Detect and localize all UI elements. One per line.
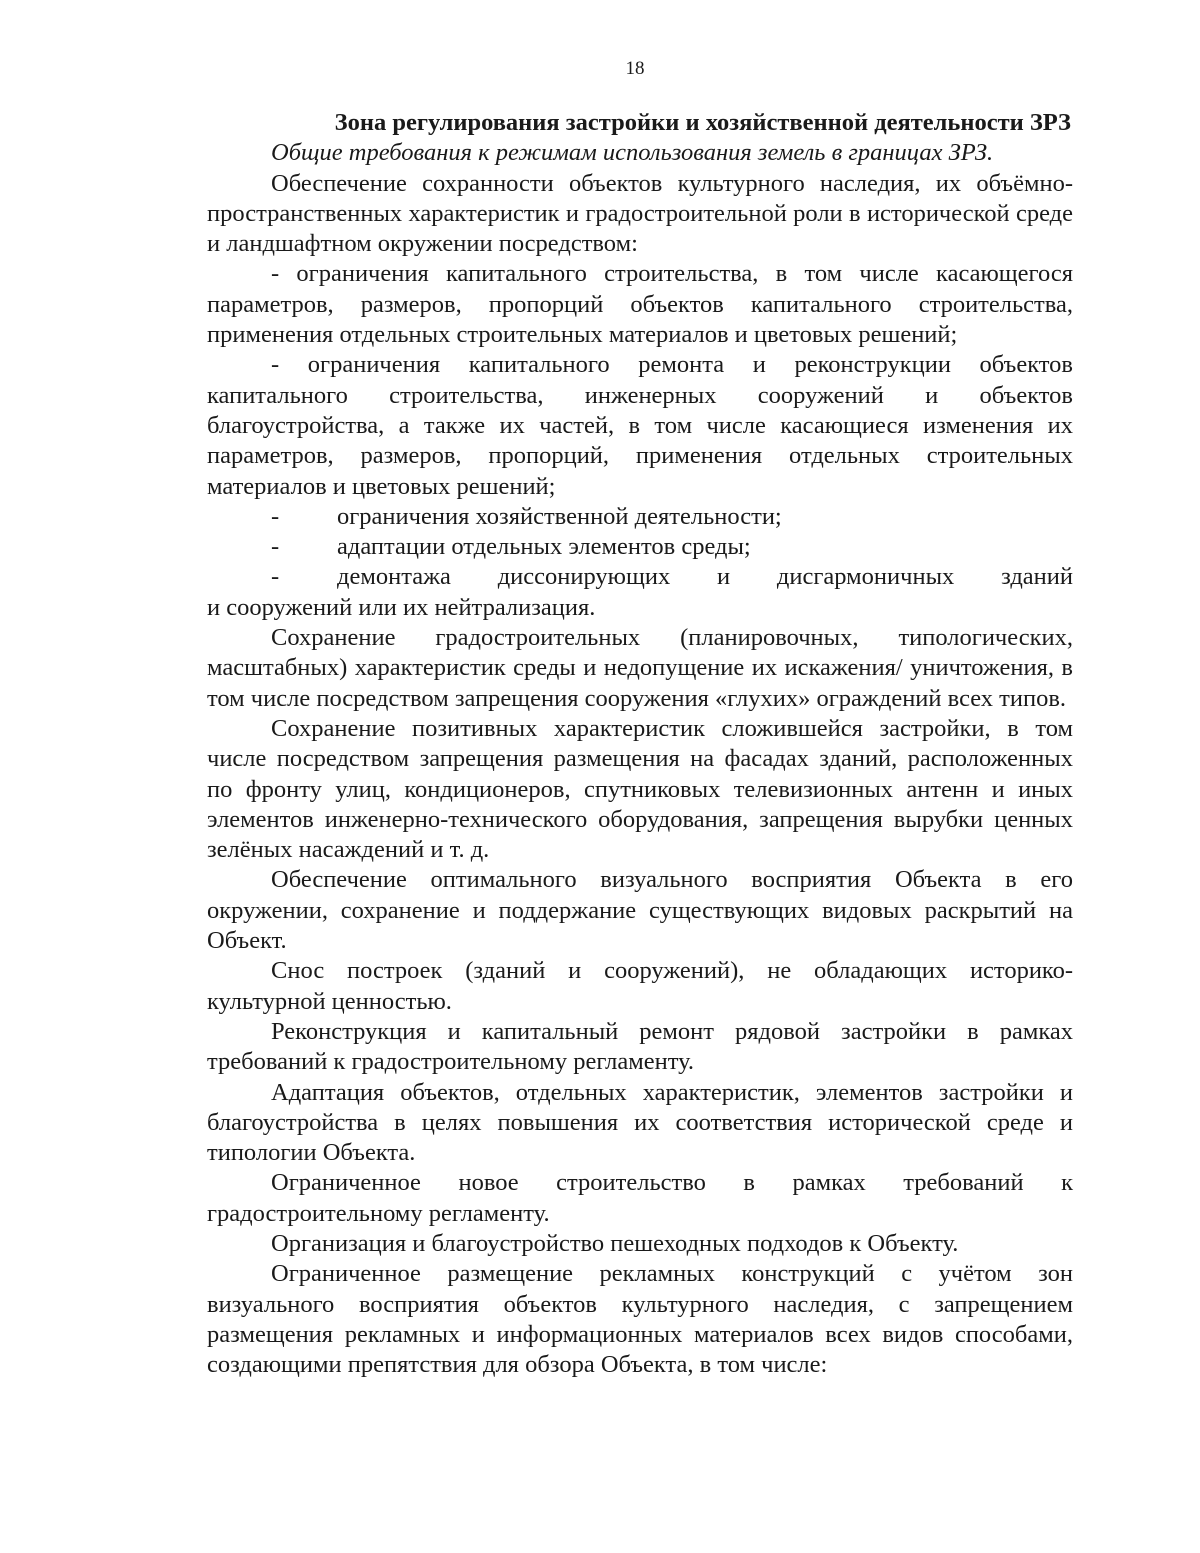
paragraph-new-construction: Ограниченное новое строительство в рамках требований к градостроительному регламенту.: [207, 1169, 1073, 1227]
list-item-dismantling: [207, 562, 1073, 592]
paragraph-pedestrian-approaches: Организация и благоустройство пешеходных подходов к Объекту.: [271, 1229, 959, 1257]
paragraph-reconstruction: Реконструкция и капитальный ремонт рядовой застройки в рамках требований к градостроительному регламенту.: [207, 1017, 1073, 1076]
paragraph-urban-characteristics: Сохранение градостроительных (планировочных, типологических, масштабных) характеристик среды и недопущение их искажения/ уничтожения, в том числе посредством запрещения сооружения «глухих» ограждений всех типов.: [207, 624, 1073, 712]
section-heading: Зона регулирования застройки и хозяйственной деятельности ЗРЗ: [334, 109, 1071, 136]
paragraph-adaptation: Адаптация объектов, отдельных характеристик, элементов застройки и благоустройства в целях повышения их соответствия исторической среде и типологии Объекта.: [207, 1078, 1073, 1167]
paragraph-capital-repair-limits: - ограничения капитального ремонта и реконструкции объектов капитального строительства, инженерных сооружений и объектов благоустройства, а также их частей, в том числе касающиеся изменения их параметров, размеров, пропорций, применения отдельных строительных материалов и цветовых решений;: [207, 351, 1073, 500]
paragraph-positive-characteristics: Сохранение позитивных характеристик сложившейся застройки, в том числе посредством запрещения размещения на фасадах зданий, расположенных по фронту улиц, кондиционеров, спутниковых телевизионных антенн и иных элементов инженерно-технического оборудования, запрещения вырубки ценных зелёных насаждений и т. д.: [207, 714, 1073, 864]
list-item-economic-activity: [207, 502, 1073, 532]
list-item-text: адаптации отдельных элементов среды;: [337, 533, 751, 561]
document-body: [207, 108, 1073, 1380]
list-item-dismantling-continuation: и сооружений или их нейтрализация.: [207, 593, 596, 621]
list-item-environment-adaptation: [207, 532, 1073, 562]
list-item-text: демонтажа диссонирующих и дисгармоничных зданий: [337, 563, 1073, 591]
dash-marker: -: [271, 563, 280, 591]
paragraph-visual-perception: Обеспечение оптимального визуального восприятия Объекта в его окружении, сохранение и поддержание существующих видовых раскрытий на Объект.: [207, 866, 1073, 955]
paragraph-preservation-objects: Обеспечение сохранности объектов культурного наследия, их объёмно-пространственных характеристик и градостроительной роли в исторической среде и ландшафтном окружении посредством:: [207, 169, 1073, 258]
dash-marker: -: [271, 502, 280, 530]
paragraph-demolition: Снос построек (зданий и сооружений), не обладающих историко-культурной ценностью.: [207, 957, 1073, 1015]
list-item-text: ограничения хозяйственной деятельности;: [337, 502, 782, 530]
page-number: 18: [625, 58, 645, 79]
paragraph-capital-construction-limits: - ограничения капитального строительства, в том числе касающегося параметров, размеров, пропорций объектов капитального строительства, применения отдельных строительных материалов и цветовых решений;: [207, 260, 1073, 349]
paragraph-advertising: Ограниченное размещение рекламных конструкций с учётом зон визуального восприятия объектов культурного наследия, с запрещением размещения рекламных и информационных материалов всех видов способами, создающими препятствия для обзора Объекта, в том числе:: [207, 1260, 1073, 1379]
section-subheading: Общие требования к режимам использования земель в границах ЗРЗ.: [271, 139, 994, 167]
dash-marker: -: [271, 533, 280, 561]
